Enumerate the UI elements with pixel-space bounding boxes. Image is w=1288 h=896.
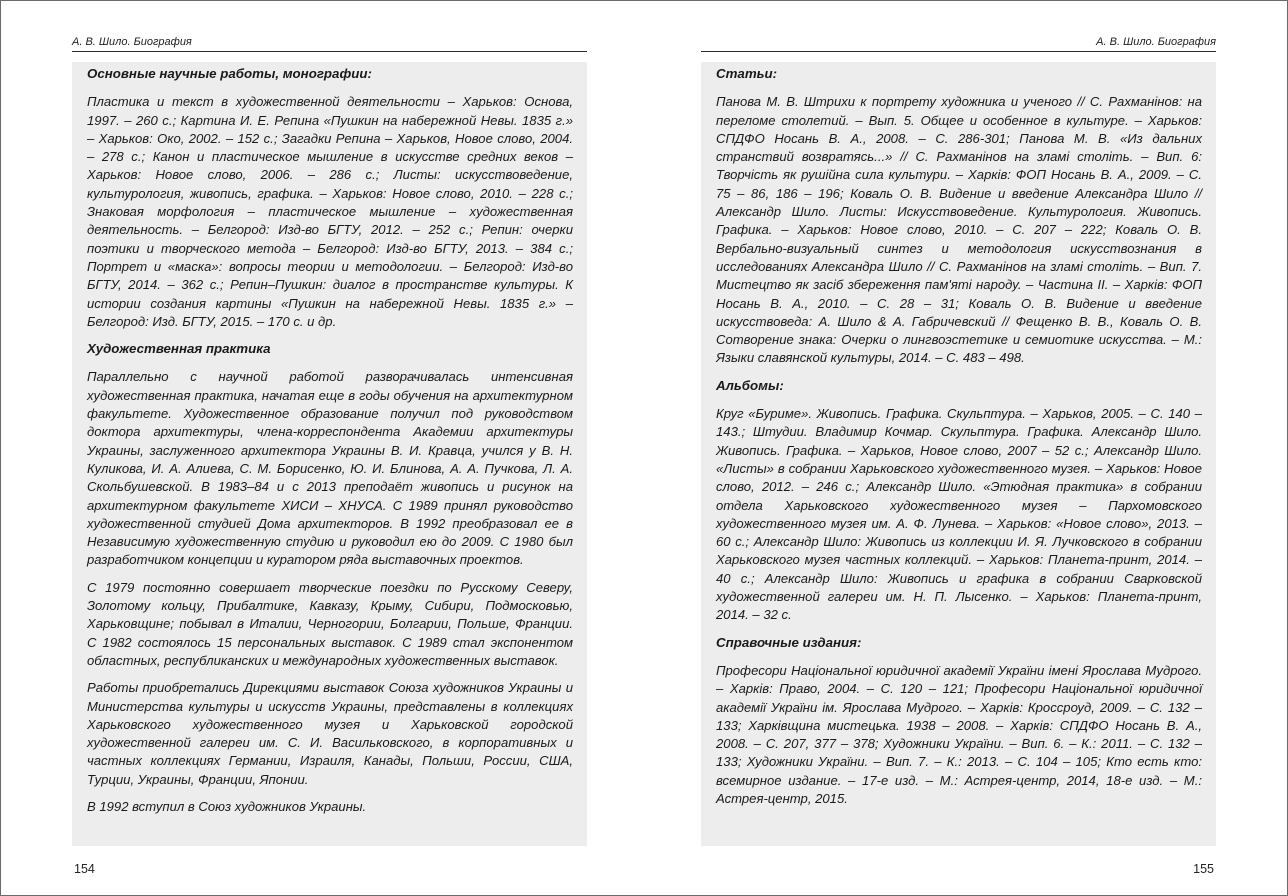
paragraph: Круг «Буриме». Живопись. Графика. Скульптура. – Харьков, 2005. – С. 140 – 143.; Штудии. Владимир Кочмар. Скульптура. Графика. Александр Шило. Живопись. Графика. – Харьков, Новое слово, 2007 – 52 с.; Александр Шило. «Листы» в собрании Харьковского художественного музея. – Харьков: Новое слово, 2012. – 246 с.; Александр Шило. «Этюдная практика» в собрании отдела Харьковского художественного музея – Пархомовского художественного музея им. А. Ф. Лунева. – Харьков: «Новое слово», 2013. – 60 с.; Александр Шило: Живопись из коллекции И. Я. Лучковского в собрании Харьковского музея частных коллекций. – Харьков: Планета-принт, 2014. – 40 с.; Александр Шило: Живопись и графика в собрании Сварковской художественной галереи им. Н. П. Лысенко. – Харьков: Планета-принт, 2014. – 32 с. — [716, 406, 1202, 623]
section-heading: Справочные издания: — [716, 634, 862, 650]
left-page — [72, 0, 587, 896]
section-heading: Художественная практика — [87, 341, 271, 357]
running-head: А. В. Шило. Биография — [72, 36, 587, 52]
running-head: А. В. Шило. Биография — [701, 36, 1216, 52]
section-heading: Альбомы: — [716, 377, 784, 393]
paragraph: Панова М. В. Штрихи к портрету художника и ученого // С. Рахманінов: на переломе столетий. – Вып. 5. Общее и особенное в культуре. – Харьков: СПДФО Носань В. А., 2008. – С. 286-301; Панова М. В. «Из дальних странствий возвратясь...» // С. Рахманінов на зламі століть. – Вип. 6: Творчість як рушійна сила культури. – Харків: ФОП Носань В. А., 2009. – С. 75 – 86, 186 – 196; Коваль О. В. Видение и введение Александра Шило // Александр Шило. Листы: Искусствоведение. Культурология. Живопись. Графика. – Харьков: Новое слово, 2010. – С. 207 – 222; Коваль О. В. Вербально-визуальный синтез и методология искусствознания в исследованиях Александра Шило // С. Рахманінов на зламі століть. – Вип. 7. Мистецтво як засіб збереження пам'яті народу. – Частина II. – Харків: ФОП Носань В. А., 2010. – С. 28 – 31; Коваль О. В. Видение и введение искусствоведа: А. Шило & А. Габричевский // Фещенко В. В., Коваль О. В. Сотворение знака: Очерки о лингвоэстетике и семиотике искусства. – М.: Языки славянской культуры, 2014. – С. 483 – 498. — [716, 94, 1202, 366]
paragraph: Параллельно с научной работой разворачивалась интенсивная художественная практика, начатая еще в годы обучения на архитектурном факультете. Художественное образование получил под руководством доктора архитектуры, члена-корреспондента Академии архитектуры Украины, заслуженного архитектора Украины В. И. Кравца, учился у В. Н. Куликова, И. А. Алиева, С. М. Борисенко, Ю. И. Блинова, А. А. Пучкова, Л. А. Скольбушевской. В 1983–84 и с 2013 преподаёт живопись и рисунок на архитектурном факультете ХИСИ – ХНУСА. С 1989 принял руководство художественной студией Дома архитекторов. В 1992 преобразовал ее в Независимую художественную студию и руководил ею до 2009. С 1980 был разработчиком концепции и куратором ряда выставочных проектов. — [87, 369, 573, 568]
paragraph: Пластика и текст в художественной деятельности – Харьков: Основа, 1997. – 260 с.; Картина И. Е. Репина «Пушкин на набережной Невы. 1835 г.» – Харьков: Око, 2002. – 152 с.; Загадки Репина – Харьков, Новое слово, 2004. – 278 с.; Канон и пластическое мышление в искусстве средних веков – Харьков: Новое слово, 2006. – 286 с.; Листы: искусствоведение, культурология, живопись, графика. – Харьков: Новое слово, 2010. – 228 с.; Знаковая морфология – пластическое мышление – художественная деятельность. – Белгород: Изд-во БГТУ, 2012. – 252 с.; Репин: очерки поэтики и творческого метода – Белгород: Изд-во БГТУ, 2013. – 384 с.; Портрет и «маска»: вопросы теории и методологии. – Белгород: Изд-во БГТУ, 2014. – 362 с.; Репин–Пушкин: диалог в пространстве культуры. К истории создания картины «Пушкин на набережной Невы. 1835 г.» – Белгород: Изд. БГТУ, 2015. – 170 с. и др. — [87, 94, 573, 329]
content-panel — [701, 62, 1216, 846]
right-page — [701, 0, 1216, 896]
paragraph: Работы приобретались Дирекциями выставок Союза художников Украины и Министерства культуры и искусств Украины, представлены в коллекциях Харьковского художественного музея и Харьковской городской художественной галереи им. С. И. Васильковского, в корпоративных и частных коллекциях Германии, Израиля, Канады, Польши, России, США, Турции, Украины, Франции, Японии. — [87, 680, 573, 787]
paragraph: В 1992 вступил в Союз художников Украины. — [87, 798, 367, 814]
page-number: 155 — [1193, 862, 1214, 876]
paragraph: Професори Національної юридичної академії України імені Ярослава Мудрого. – Харків: Право, 2004. – С. 120 – 121; Професори Національної юридичної академії України ім. Ярослава Мудрого. – Харків: Кроссроуд, 2009. – С. 132 – 133; Харківщина мистецька. 1938 – 2008. – Харків: СПДФО Носань В. А., 2008. – С. 207, 377 – 378; Художники України. – Вип. 6. – К.: 2011. – С. 132 – 133; Художники України. – Вип. 7. – К.: 2013. – С. 104 – 105; Кто есть кто: всемирное издание. – 17-е изд. – М.: Астрея-центр, 2014, 18-е изд. – М.: Астрея-центр, 2015. — [716, 662, 1202, 806]
page-number: 154 — [74, 862, 95, 876]
content-panel — [72, 62, 587, 846]
section-heading: Основные научные работы, монографии: — [87, 66, 372, 81]
paragraph: С 1979 постоянно совершает творческие поездки по Русскому Северу, Золотому кольцу, Прибалтике, Кавказу, Крыму, Сибири, Подмосковью, Харьковщине; побывал в Италии, Черногории, Болгарии, Польше, Франции. С 1982 состоялось 15 персональных выставок. С 1989 стал экспонентом областных, республиканских и международных художественных выставок. — [87, 579, 573, 668]
section-heading: Статьи: — [716, 66, 778, 81]
